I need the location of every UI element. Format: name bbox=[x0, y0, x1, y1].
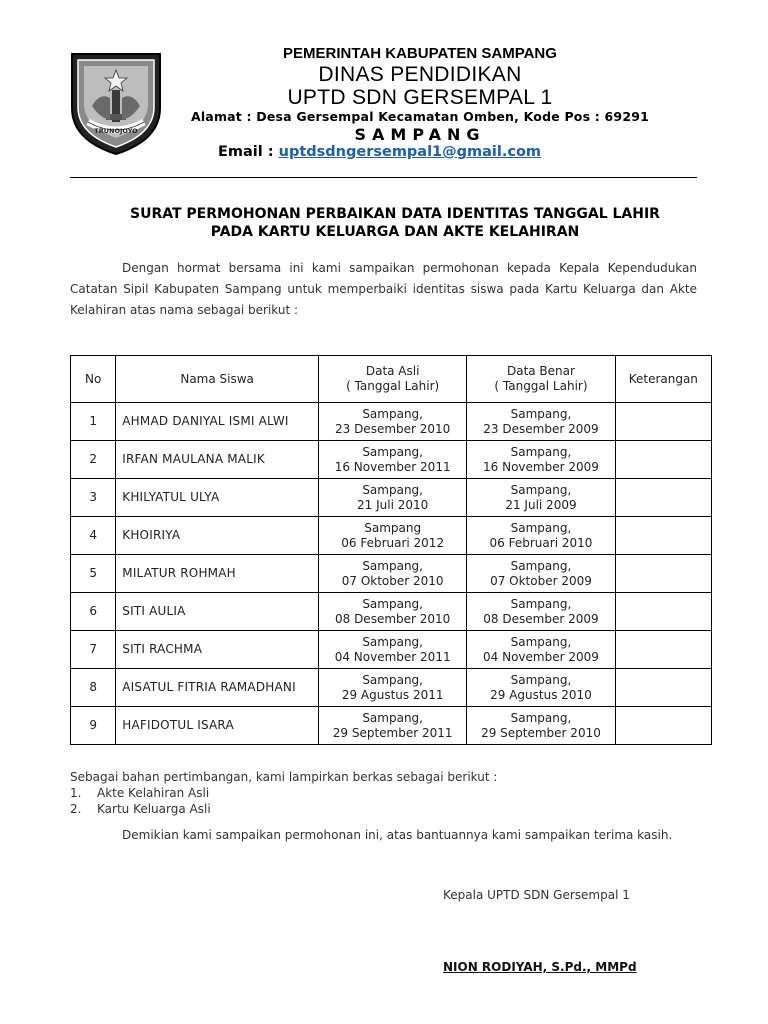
original-date: 29 September 2011 bbox=[332, 725, 453, 740]
remarks-cell bbox=[615, 403, 711, 441]
header-data-asli bbox=[319, 356, 467, 403]
email-link[interactable]: uptdsdngersempal1@gmail.com bbox=[278, 144, 542, 160]
remarks-cell bbox=[615, 517, 711, 555]
intro-paragraph bbox=[70, 258, 697, 321]
corrected-date: 16 November 2009 bbox=[483, 459, 599, 474]
header-name: Nama Siswa bbox=[116, 356, 319, 403]
corrected-place: Sampang, bbox=[510, 482, 572, 497]
table-row bbox=[71, 441, 712, 479]
remarks-cell bbox=[615, 669, 711, 707]
corrected-place: Sampang, bbox=[510, 444, 572, 459]
original-place: Sampang, bbox=[362, 406, 423, 421]
corrected-date: 29 September 2010 bbox=[481, 725, 601, 740]
original-date: 04 November 2011 bbox=[334, 649, 451, 664]
original-place: Sampang, bbox=[362, 710, 423, 725]
remarks-cell bbox=[615, 707, 711, 745]
original-date: 16 November 2011 bbox=[334, 459, 451, 474]
letterhead-divider bbox=[70, 177, 697, 178]
original-birth-date bbox=[319, 555, 467, 593]
letterhead-department: DINAS PENDIDIKAN bbox=[318, 63, 522, 86]
table-body bbox=[71, 403, 712, 745]
original-place: Sampang, bbox=[362, 444, 423, 459]
original-place: Sampang, bbox=[362, 672, 423, 687]
remarks-cell bbox=[615, 593, 711, 631]
header-benar-line2: ( Tanggal Lahir) bbox=[494, 379, 588, 393]
corrected-date: 04 November 2009 bbox=[483, 649, 599, 664]
row-number: 3 bbox=[71, 479, 116, 517]
original-birth-date bbox=[319, 403, 467, 441]
row-number: 5 bbox=[71, 555, 116, 593]
corrected-place: Sampang, bbox=[510, 596, 572, 611]
student-name: IRFAN MAULANA MALIK bbox=[116, 441, 319, 479]
original-place: Sampang, bbox=[362, 596, 423, 611]
corrected-date: 23 Desember 2009 bbox=[483, 421, 599, 436]
table-row bbox=[71, 479, 712, 517]
corrected-date: 06 Februari 2010 bbox=[489, 535, 593, 550]
corrected-birth-date bbox=[467, 441, 615, 479]
letterhead-government: PEMERINTAH KABUPATEN SAMPANG bbox=[283, 45, 557, 62]
logo-motto: TRUNOJOYO bbox=[94, 127, 138, 135]
original-place: Sampang, bbox=[362, 482, 423, 497]
corrected-birth-date bbox=[467, 669, 615, 707]
student-name: KHILYATUL ULYA bbox=[116, 479, 319, 517]
closing-sentence: Demikian kami sampaikan permohonan ini, atas bantuannya kami sampaikan terima kasih. bbox=[122, 828, 673, 842]
intro-text: Dengan hormat bersama ini kami sampaikan permohonan kepada Kepala Kependudukan Catatan Sipil Kabupaten Sampang untuk memperbaiki identitas siswa pada Kartu Keluarga dan Akte Kelahiran atas nama sebagai berikut : bbox=[70, 261, 697, 317]
letter-title-line2: PADA KARTU KELUARGA DAN AKTE KELAHIRAN bbox=[210, 224, 580, 240]
remarks-cell bbox=[615, 555, 711, 593]
signatory-title: Kepala UPTD SDN Gersempal 1 bbox=[443, 888, 630, 902]
corrected-place: Sampang, bbox=[510, 406, 572, 421]
table-row bbox=[71, 517, 712, 555]
corrected-place: Sampang, bbox=[510, 520, 572, 535]
header-no: No bbox=[71, 356, 116, 403]
letterhead-email-line bbox=[218, 144, 541, 160]
attachments-intro: Sebagai bahan pertimbangan, kami lampirkan berkas sebagai berikut : bbox=[70, 770, 498, 784]
original-birth-date bbox=[319, 669, 467, 707]
attachment-label: Kartu Keluarga Asli bbox=[97, 802, 211, 816]
original-birth-date bbox=[319, 707, 467, 745]
corrected-birth-date bbox=[467, 555, 615, 593]
attachment-number: 2. bbox=[70, 802, 82, 816]
table-row bbox=[71, 669, 712, 707]
corrected-place: Sampang, bbox=[510, 558, 572, 573]
signatory-name: NION RODIYAH, S.Pd., MMPd bbox=[443, 960, 637, 974]
row-number: 4 bbox=[71, 517, 116, 555]
corrected-date: 07 Oktober 2009 bbox=[490, 573, 592, 588]
header-asli-line1: Data Asli bbox=[365, 364, 420, 378]
table-row bbox=[71, 403, 712, 441]
email-label: Email : bbox=[218, 144, 279, 160]
original-birth-date bbox=[319, 479, 467, 517]
table-row bbox=[71, 707, 712, 745]
original-place: Sampang, bbox=[362, 558, 423, 573]
row-number: 7 bbox=[71, 631, 116, 669]
corrected-birth-date bbox=[467, 517, 615, 555]
original-place: Sampang, bbox=[362, 634, 423, 649]
original-date: 08 Desember 2010 bbox=[334, 611, 451, 626]
letterhead-address: Alamat : Desa Gersempal Kecamatan Omben, Kode Pos : 69291 bbox=[190, 109, 650, 124]
letterhead-city: SAMPANG bbox=[354, 125, 486, 144]
corrected-date: 21 Juli 2009 bbox=[505, 497, 577, 512]
row-number: 8 bbox=[71, 669, 116, 707]
table-header-row bbox=[71, 356, 712, 403]
remarks-cell bbox=[615, 441, 711, 479]
original-birth-date bbox=[319, 593, 467, 631]
original-birth-date bbox=[319, 517, 467, 555]
corrected-place: Sampang, bbox=[510, 634, 572, 649]
header-benar-line1: Data Benar bbox=[506, 364, 575, 378]
remarks-cell bbox=[615, 631, 711, 669]
original-date: 21 Juli 2010 bbox=[357, 497, 429, 512]
student-name: KHOIRIYA bbox=[116, 517, 319, 555]
attachment-number: 1. bbox=[70, 786, 82, 800]
row-number: 2 bbox=[71, 441, 116, 479]
student-name: HAFIDOTUL ISARA bbox=[116, 707, 319, 745]
header-asli-line2: ( Tanggal Lahir) bbox=[346, 379, 440, 393]
corrected-place: Sampang, bbox=[510, 710, 572, 725]
original-date: 29 Agustus 2011 bbox=[341, 687, 444, 702]
attachment-item bbox=[70, 786, 209, 800]
corrected-birth-date bbox=[467, 403, 615, 441]
row-number: 6 bbox=[71, 593, 116, 631]
student-name: MILATUR ROHMAH bbox=[116, 555, 319, 593]
header-keterangan: Keterangan bbox=[615, 356, 711, 403]
row-number: 9 bbox=[71, 707, 116, 745]
corrected-date: 29 Agustus 2010 bbox=[490, 687, 592, 702]
original-place: Sampang bbox=[364, 520, 422, 535]
corrected-birth-date bbox=[467, 479, 615, 517]
table-row bbox=[71, 555, 712, 593]
corrected-date: 08 Desember 2009 bbox=[483, 611, 599, 626]
corrected-place: Sampang, bbox=[510, 672, 572, 687]
attachment-item bbox=[70, 802, 211, 816]
student-data-table bbox=[70, 355, 712, 745]
corrected-birth-date bbox=[467, 593, 615, 631]
table-row bbox=[71, 631, 712, 669]
student-name: AHMAD DANIYAL ISMI ALWI bbox=[116, 403, 319, 441]
original-birth-date bbox=[319, 631, 467, 669]
original-birth-date bbox=[319, 441, 467, 479]
original-date: 06 Februari 2012 bbox=[341, 535, 445, 550]
student-name: AISATUL FITRIA RAMADHANI bbox=[116, 669, 319, 707]
attachment-label: Akte Kelahiran Asli bbox=[97, 786, 210, 800]
corrected-birth-date bbox=[467, 631, 615, 669]
letter-title-line1: SURAT PERMOHONAN PERBAIKAN DATA IDENTITAS TANGGAL LAHIR bbox=[130, 206, 660, 222]
header-data-benar bbox=[467, 356, 615, 403]
corrected-birth-date bbox=[467, 707, 615, 745]
letterhead-school: UPTD SDN GERSEMPAL 1 bbox=[287, 86, 553, 109]
table-row bbox=[71, 593, 712, 631]
student-name: SITI AULIA bbox=[116, 593, 319, 631]
row-number: 1 bbox=[71, 403, 116, 441]
remarks-cell bbox=[615, 479, 711, 517]
original-date: 23 Desember 2010 bbox=[334, 421, 451, 436]
original-date: 07 Oktober 2010 bbox=[341, 573, 444, 588]
student-name: SITI RACHMA bbox=[116, 631, 319, 669]
